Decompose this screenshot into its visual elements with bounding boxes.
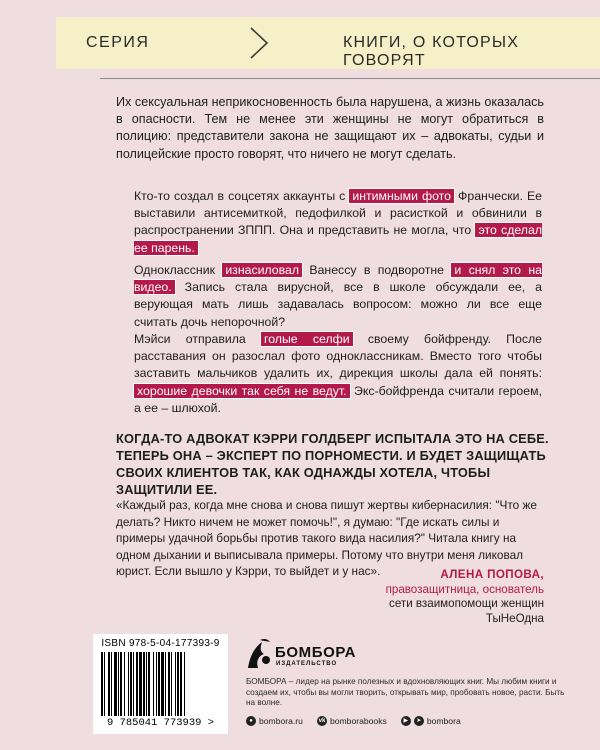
barcode-bars xyxy=(101,652,220,716)
series-label: СЕРИЯ xyxy=(86,34,150,51)
review-quote: «Каждый раз, когда мне снова и снова пишут жертвы кибернасилия: "Что же делать? Никто ничем не может помочь!", я думаю: "Где искать силы и примеры удачной борьбы против такого вида насилия?" Читала книгу на одном дыхании и выписывала примеры. Потому что внутри меня ликовал юрист. Если вышло у Кэрри, то выйдет и у нас». xyxy=(116,498,537,579)
highlight: интимными фото xyxy=(349,189,454,203)
divider xyxy=(100,78,600,79)
isbn-text: ISBN 978-5-04-177393-9 xyxy=(101,638,220,649)
bombora-logo-icon xyxy=(246,636,272,670)
globe-icon: ● xyxy=(246,716,256,726)
story-francesca: Кто-то создал в соцсетях аккаунты с интимными фото Франчески. Ее выставили антисемиткой, педофилкой и расисткой и обвинили в распространении ЗППП. Она и представить не могла, что это сделал ее парень. xyxy=(134,189,542,255)
headline: КОГДА-ТО АДВОКАТ КЭРРИ ГОЛДБЕРГ ИСПЫТАЛА ЭТО НА СЕБЕ. ТЕПЕРЬ ОНА – ЭКСПЕРТ ПО ПОРНОМЕСТИ. И БУДЕТ ЗАЩИЩАТЬ СВОИХ КЛИЕНТОВ ТАК, КАК ОДНАЖДЫ ХОТЕЛА, ЧТОБЫ ЗАЩИТИЛИ ЕЕ. xyxy=(116,431,549,497)
vk-link[interactable]: vk bomborabooks xyxy=(318,716,387,726)
site-link[interactable]: ● bombora.ru xyxy=(246,716,303,726)
highlight: это сделал ее парень. xyxy=(134,223,542,255)
author-name: АЛЕНА ПОПОВА, xyxy=(440,568,544,581)
chevron-right-icon xyxy=(247,25,271,61)
author-role: сети взаимопомощи женщин xyxy=(389,597,544,611)
youtube-icon: ▶ xyxy=(401,716,411,726)
quote-author xyxy=(386,568,544,626)
author-role: ТыНеОдна xyxy=(485,611,544,625)
highlight: голые селфи xyxy=(261,332,353,346)
barcode-digits: 9 785041 773939 > xyxy=(106,717,215,729)
story-vanessa: Одноклассник изнасиловал Ванессу в подворотне и снял это на видео. Запись стала вирусной, все в школе обсуждали ее, а верующая мать лишь задавалась вопросом: можно ли все еще считать дочь непорочной? xyxy=(134,263,542,329)
publisher-links xyxy=(246,716,461,726)
vk-icon: vk xyxy=(318,718,326,724)
series-name: КНИГИ, О КОТОРЫХ ГОВОРЯТ xyxy=(343,34,520,69)
highlight: и снял это на видео. xyxy=(134,263,542,295)
publisher-about: БОМБОРА – лидер на рынке полезных и вдохновляющих книг. Мы любим книги и создаем их, чтобы вы могли творить, открывать мир, пробовать новое, расти. Быть на волне. xyxy=(246,677,565,708)
publisher-brand: БОМБОРА xyxy=(275,644,357,661)
series-banner xyxy=(56,17,600,69)
highlight: изнасиловал xyxy=(222,263,302,277)
intro-paragraph: Их сексуальная неприкосновенность была нарушена, а жизнь оказалась в опасности. Тем не менее эти женщины не могут обратиться в полицию: представители закона не защищают их – адвокаты, судьи и полицейские просто говорят, что ничего не могут сделать. xyxy=(116,95,544,161)
social-link[interactable]: ▶ ➤ bombora xyxy=(401,716,461,726)
publisher-sub: ИЗДАТЕЛЬСТВО xyxy=(276,661,338,667)
telegram-icon: ➤ xyxy=(414,716,424,726)
highlight: хорошие девочки так себя не ведут. xyxy=(134,384,350,398)
author-role: правозащитница, основатель xyxy=(385,582,544,596)
story-maisie: Мэйси отправила голые селфи своему бойфренду. После расставания он разослал фото одноклассникам. Вместо того чтобы заставить мальчиков удалить их, дирекция школы дала ей понять: хорошие девочки так себя не ведут. Экс-бойфренда считали героем, а ее – шлюхой. xyxy=(134,332,542,415)
barcode-box xyxy=(93,634,228,734)
